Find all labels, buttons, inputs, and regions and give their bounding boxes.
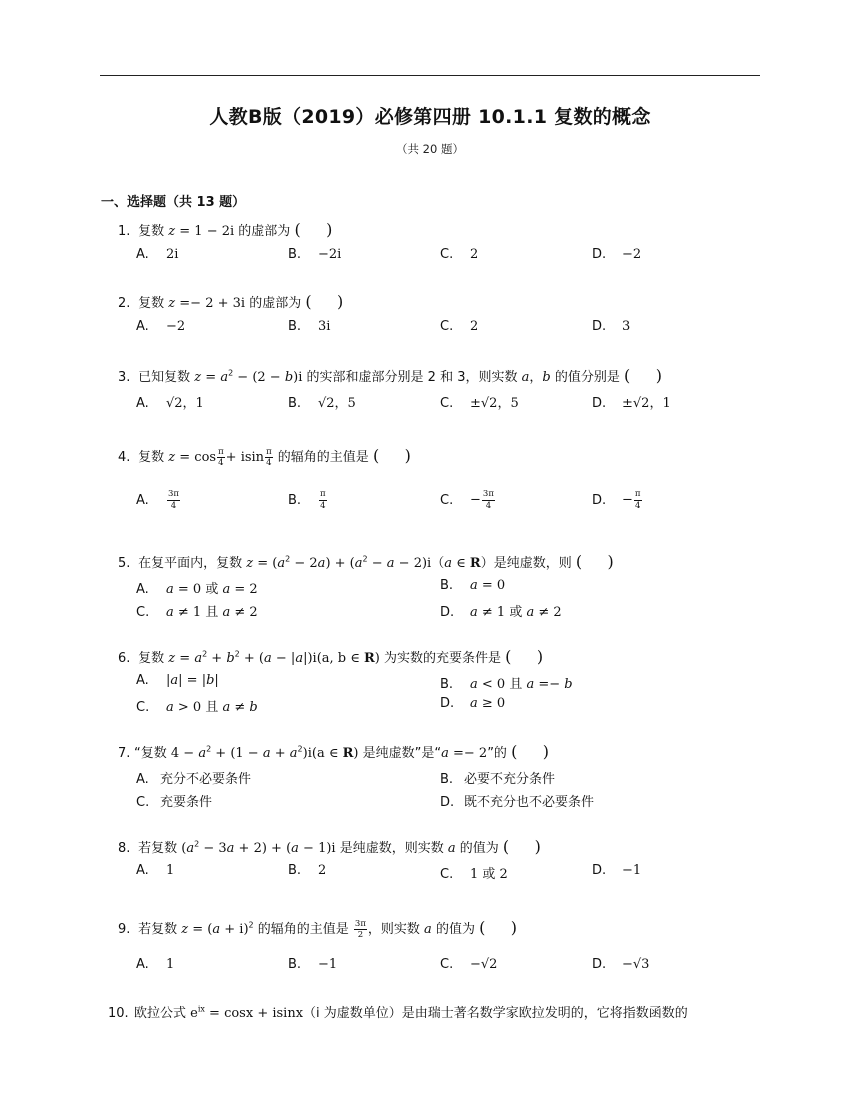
option-d: D. − $\frac{\pi}{4}$ — [592, 489, 641, 511]
option-a: A. a = 0 或 a = 2 — [136, 582, 258, 597]
option-c: C. 2 — [440, 247, 479, 262]
option-a: A. |a| = |b| — [136, 673, 219, 688]
option-c: C. −√2 — [440, 957, 498, 972]
option-b: B. $\frac{\pi}{4}$ — [288, 489, 326, 511]
option-b: B. 3i — [288, 319, 331, 334]
option-d: D. −√3 — [592, 957, 650, 972]
answer-blank: ( ) — [305, 292, 344, 311]
option-c: C. ±√2，5 — [440, 396, 519, 411]
option-a: A. 1 — [136, 957, 175, 972]
question-1: 1. 复数 z = 1 − 2i 的虚部为 ( ) — [118, 220, 333, 239]
option-d: D. ±√2，1 — [592, 396, 671, 411]
option-c: C. 充要条件 — [136, 795, 213, 810]
option-d: D. −1 — [592, 863, 642, 878]
option-a: A. √2，1 — [136, 396, 204, 411]
top-rule — [100, 75, 760, 76]
option-a: A. 2i — [136, 247, 179, 262]
question-10: 10. 欧拉公式 $e^{ix} = \cos x + isinx(i$ 为虚数单位）是由瑞士著名数学家欧拉发明的，它将指数函数的 — [108, 1004, 688, 1021]
option-d: D. 3 — [592, 319, 631, 334]
question-4: 4. 复数 z = cos $\frac{\pi}{4}$ + isin $\frac{\pi}{4}$ 的辐角的主值是 ( ) — [118, 446, 411, 468]
answer-blank: ( ) — [294, 220, 333, 239]
option-a: A. 充分不必要条件 — [136, 772, 252, 787]
option-b: B. a = 0 — [440, 578, 506, 593]
question-5: 5. 在复平面内，复数 $z = (a^2 - 2a) + (a^2 - a - 2)i(a$ ∈ R）是纯虚数，则 ( ) — [118, 552, 614, 571]
answer-blank: ( ) — [372, 446, 411, 465]
option-a: A. 1 — [136, 863, 175, 878]
question-2: 2. 复数 z =− 2 + 3i 的虚部为 ( ) — [118, 292, 344, 311]
answer-blank: ( ) — [505, 647, 544, 666]
option-c: C. 1 或 2 — [440, 867, 508, 882]
question-8: 8. 若复数 $(a^2 - 3a + 2) + (a - 1)i$ 是纯虚数，则实数 a 的值为 ( ) — [118, 837, 541, 856]
option-c: C. a > 0 且 a ≠ b — [136, 700, 258, 715]
answer-blank: ( ) — [575, 552, 614, 571]
option-a: A. $\frac{3\pi}{4}$ — [136, 489, 179, 511]
option-d: D. a ≠ 1 或 a ≠ 2 — [440, 605, 562, 620]
option-b: B. 2 — [288, 863, 327, 878]
option-b: B. a < 0 且 a =− b — [440, 677, 573, 692]
answer-blank: ( ) — [624, 366, 662, 385]
option-b: B. −1 — [288, 957, 338, 972]
question-7: 7. “复数 $4 - a^2 + (1 - a + a^2)i(a$ ∈ R) 是纯虚数”是“a =− 2”的 ( ) — [118, 742, 549, 761]
option-c: C. − $\frac{3\pi}{4}$ — [440, 489, 494, 511]
option-a: A. −2 — [136, 319, 186, 334]
option-b: B. √2，5 — [288, 396, 356, 411]
option-b: B. 必要不充分条件 — [440, 772, 556, 787]
option-d: D. −2 — [592, 247, 642, 262]
question-6: 6. 复数 $z = a^2 + b^2 + (a - |a|)i(a$, b ∈ R) 为实数的充要条件是 ( ) — [118, 647, 544, 666]
section-heading: 一、选择题（共 13 题） — [101, 195, 246, 210]
question-3: 3. 已知复数 $z = a^2 - (2 - b)i$ 的实部和虚部分别是 2 和 3，则实数 a，b 的值分别是 ( ) — [118, 366, 662, 385]
option-d: D. a ≥ 0 — [440, 696, 506, 711]
page-title: 人教B版（2019）必修第四册 10.1.1 复数的概念 — [209, 106, 651, 128]
answer-blank: ( ) — [511, 742, 549, 761]
option-d: D. 既不充分也不必要条件 — [440, 795, 595, 810]
option-c: C. 2 — [440, 319, 479, 334]
question-9: 9. 若复数 $z = (a + i)^2$ 的辐角的主值是 $\frac{3\pi}{2}$ ，则实数 a 的值为 ( ) — [118, 918, 518, 940]
option-b: B. −2i — [288, 247, 342, 262]
answer-blank: ( ) — [502, 837, 541, 856]
answer-blank: ( ) — [479, 918, 518, 937]
question-count: （共 20 题） — [396, 142, 464, 156]
option-c: C. a ≠ 1 且 a ≠ 2 — [136, 605, 258, 620]
